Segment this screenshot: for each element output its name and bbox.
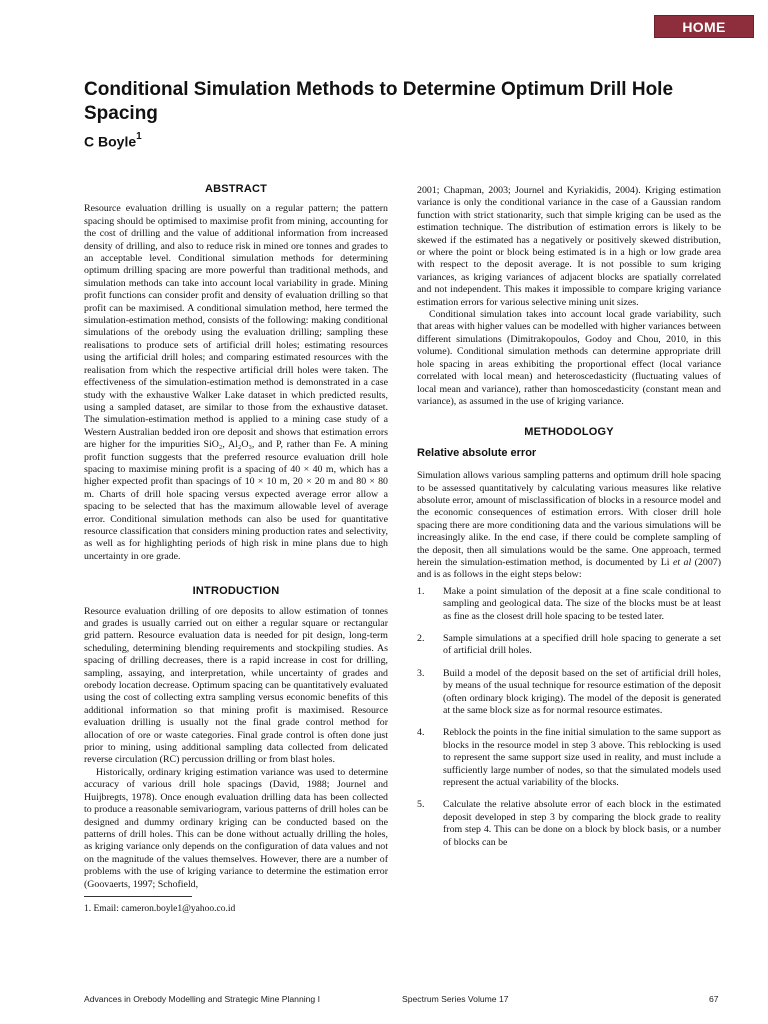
footnote-divider	[84, 896, 192, 897]
step-item	[417, 799, 721, 849]
author-footnote-marker: 1	[136, 131, 142, 142]
author-text: C Boyle	[84, 133, 137, 150]
step-number: 2.	[417, 633, 425, 644]
step-item	[417, 668, 721, 718]
methodology-intro	[417, 470, 721, 582]
step-number: 5.	[417, 799, 425, 811]
step-number: 4.	[417, 727, 425, 739]
left-column	[84, 183, 388, 891]
right-paragraph-2: Conditional simulation takes into account local grade variability, such that areas with higher values can be modelled with higher variances between different simulations (Dimitrakopoulos, Godoy and Chou, 2010, in this volume). Conditional simulation methods can determine appropriate drill hole spacing in areas exhibiting the proportional effect (local variance correlated with local mean) and heteroscedasticity (fluctuating values of local mean and variance), rather than homoscedasticity (constant mean and variance), as assumed in the use of kriging variance.	[417, 309, 721, 407]
footer-book-title: Advances in Orebody Modelling and Strategic Mine Planning I	[84, 994, 320, 1004]
step-text: Reblock the points in the fine initial simulation to the same support as blocks in the resource model in step 3 above. This reblocking is used to represent the same support size used in reality, and must include a sufficiently large number of nodes, so that the simulated models used represent the actual variability of the blocks.	[443, 727, 721, 789]
introduction-paragraph-2: Historically, ordinary kriging estimation variance was used to determine accuracy of various drill hole spacings (David, 1988; Journel and Huijbregts, 1978). Once enough evaluation drilling data has been collected to produce a reasonable semivariogram, various patterns of drill holes can be designed and dummy ordinary kriging can be conducted based on the patterns of drill holes. This can be done without actually drilling the holes, as kriging variance only depends on the configuration of data values and not on the magnitude of the values themselves. However, there are a number of problems with the use of kriging variance to determine the estimation error (Goovaerts, 1997; Schofield,	[84, 766, 388, 890]
step-number: 1.	[417, 585, 425, 597]
abstract-heading: ABSTRACT	[204, 183, 268, 195]
introduction-paragraph-1: Resource evaluation drilling of ore deposits to allow estimation of tonnes and grades is usually carried out on either a regular square or rectangular grid pattern. Resource evaluation data is needed for pit design, long-term scheduling, determining blending requirements and stockpiling studies. As spacing of drilling decreases, there is a rapid increase in cost for drilling, sampling, assaying, and interpretation, while uncertainty of grades and orebody location decrease. Optimum spacing can be quantitatively evaluated using the cost of collecting extra sampling versus economic benefits of this additional information so that mining profit is maximised. Resource evaluation drilling is usually not the final grade control method for allocation of ore or waste categories. Final grade control is often done just prior to mining, using additional sampling data collected from delicated reverse circulation (RC) percussion drilling or from blast holes.	[84, 605, 388, 766]
methodology-intro-text: Simulation allows various sampling patterns and optimum drill hole spacing to be assessed quantitatively by calculating various measures like relative absolute error, amount of misclassification of blocks in a resource model and the economic consequences of estimation errors. With closer drill hole spacing there are more conditioning data and the various simulations will be increasingly alike. In the end case, if there could be complete sampling of the deposit, then all simulations would be the same. One approach, termed herein the simulation-estimation method, is documented by Li	[417, 470, 721, 568]
step-item	[417, 727, 721, 789]
author-name	[84, 133, 142, 150]
steps-list	[417, 586, 721, 849]
footnote-email: 1. Email: cameron.boyle1@yahoo.co.id	[84, 904, 236, 914]
step-text: Make a point simulation of the deposit at a fine scale conditional to sampling and geological data. The size of the blocks must be at least as fine as the closest drill hole spacing to be tested later.	[443, 585, 721, 622]
page-number: 67	[709, 994, 719, 1004]
step-item	[417, 586, 721, 623]
step-text: Calculate the relative absolute error of each block in the estimated deposit developed in step 3 by comparing the block grade to reality from step 4. This can be done on a block by block basis, or a number of blocks can be	[443, 799, 721, 848]
abstract-text: Resource evaluation drilling is usually on a regular pattern; the pattern spacing should be optimised to maximise profit from mining, accounting for the cost of drilling and the value of additional information from increased density of drilling, and also to reduce risk in mined ore tonnes and grades to an acceptable level. Conditional simulation methods for determining optimum drilling spacing are more powerful than traditional methods, and simulation methods can take into account local variability in grade. Mining profit functions can consider profit and density of evaluation drilling so that profit can be maximised. A conditional simulation method, here termed the simulation-estimation method, consists of the following: making conditional simulations of the orebody using the evaluation drilling; sampling these realisations to produce sets of artificial drill holes; estimating resources using the artificial drill holes; and comparing estimated resources with the realisation from which the respective artificial drill holes were taken. The effectiveness of the simulation-estimation method is demonstrated in a case study with the exhaustive Walker Lake dataset in which predicted results, using a sampled dataset, are similar to those from the exhaustive dataset. The simulation-estimation method is applied to a mining case study of a Western Australian bedded iron ore deposit and shows that estimation errors are higher for the impurities SiO₂, Al₂O₃, and P, rather than Fe. A mining profit function suggests that the preferred resource evaluation drill hole spacing to maximise mining profit is a spacing of 40 × 40 m, which has a higher expected profit than spacings of 10 × 10 m, 20 × 20 m and 80 × 80 m. Charts of drill hole spacing versus expected average error allow a spacing to be selected that has the maximum allowable level of average error. Conditional simulation methods can also be used for quantitative resource classification that considers mining production rates and selectivity, as well as for highlighting periods of high risk in mine plans due to high uncertainty in ore grade.	[84, 203, 388, 562]
right-paragraph-1: 2001; Chapman, 2003; Journel and Kyriakidis, 2004). Kriging estimation variance is only the conditional variance in the case of a Gaussian random function with strict stationarity, such that simple kriging can be used as the estimation technique. The distribution of estimation errors is likely to be skewed if the estimated has a negatively or positively skewed distribution, or where the point or block being estimated is in a high or low grade area with respect to the deposit average. It is not possible to sum kriging variances, as kriging variances of adjacent blocks are spatially correlated and not independent. This makes it impossible to compare kriging variance estimation errors for various selective mining unit sizes.	[417, 185, 721, 308]
step-text: Build a model of the deposit based on the set of artificial drill holes, by means of the usual technique for resource estimation of the deposit (often ordinary block kriging). The model of the deposit is generated at the same block size as for normal resource estimates.	[443, 667, 721, 717]
home-button[interactable]: HOME	[654, 15, 754, 38]
methodology-intro-tail: (2007) and is as follows in the eight steps below:	[417, 556, 722, 581]
methodology-heading: METHODOLOGY	[524, 426, 614, 439]
step-text: Sample simulations at a specified drill hole spacing to generate a set of artificial drill holes.	[443, 633, 721, 657]
right-column	[417, 185, 721, 859]
relative-absolute-error-heading: Relative absolute error	[417, 446, 537, 459]
paper-title: Conditional Simulation Methods to Determine Optimum Drill Hole Spacing	[84, 79, 674, 124]
step-number: 3.	[417, 667, 425, 679]
methodology-intro-italic: et al	[672, 556, 692, 568]
step-item	[417, 633, 721, 658]
introduction-heading: INTRODUCTION	[192, 585, 280, 598]
footer-series: Spectrum Series Volume 17	[402, 994, 509, 1004]
